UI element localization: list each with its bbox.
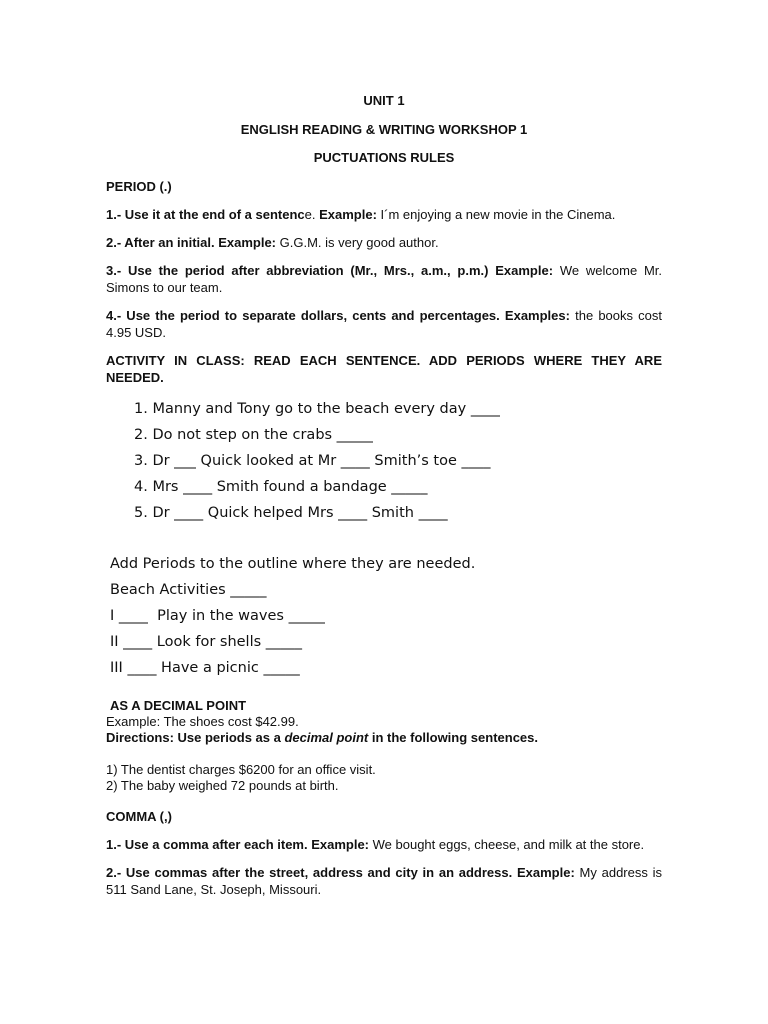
outline-item: II ____ Look for shells _____ xyxy=(110,634,303,650)
directions-text: in the following sentences. xyxy=(368,730,538,745)
rules-title: PUCTUATIONS RULES xyxy=(313,150,455,165)
comma-section xyxy=(106,808,662,898)
example-text: the books cost 4.95 USD. xyxy=(106,308,662,340)
example-label: Example: xyxy=(512,865,575,880)
example-text: My address is 511 Sand Lane, St. Joseph, Missouri. xyxy=(106,865,662,897)
directions-text: Directions: Use periods as a xyxy=(106,730,285,745)
rule-label: 4.- Use the period to separate dollars, cents and percentages. xyxy=(106,308,500,323)
example-label: Examples: xyxy=(499,308,570,323)
period-rule-2 xyxy=(106,234,662,251)
comma-heading: COMMA (,) xyxy=(106,809,172,824)
exercise-line: 5. Dr ____ Quick helped Mrs ____ Smith ____ xyxy=(134,505,448,521)
worksheet xyxy=(106,92,662,397)
rule-label: 1.- Use it at the end of a sentenc xyxy=(106,207,305,222)
decimal-item: 2) The baby weighed 72 pounds at birth. xyxy=(106,778,339,793)
exercise-line: 3. Dr ___ Quick looked at Mr ____ Smith’s toe ____ xyxy=(134,453,491,469)
example-label: Example: xyxy=(307,837,370,852)
period-rule-4 xyxy=(106,307,662,341)
decimal-item: 1) The dentist charges $6200 for an office visit. xyxy=(106,762,376,777)
decimal-heading: AS A DECIMAL POINT xyxy=(110,698,247,713)
rule-label: 2.- Use commas after the street, address and city in an address. xyxy=(106,865,513,880)
example-text: We bought eggs, cheese, and milk at the store. xyxy=(369,837,645,852)
example-text: G.G.M. is very good author. xyxy=(276,235,439,250)
example-text: We welcome Mr. Simons to our team. xyxy=(106,263,663,295)
rule-label: 2.- After an initial. xyxy=(106,235,215,250)
unit-title: UNIT 1 xyxy=(363,93,405,108)
period-heading: PERIOD (.) xyxy=(106,179,172,194)
exercise-line: 2. Do not step on the crabs _____ xyxy=(134,427,373,443)
directions-emphasis: decimal point xyxy=(284,730,369,745)
exercise-line: 1. Manny and Tony go to the beach every day ____ xyxy=(134,401,500,417)
period-rule-3 xyxy=(106,262,662,296)
period-rule-1 xyxy=(106,206,662,223)
decimal-example: Example: The shoes cost $42.99. xyxy=(106,714,299,729)
rule-label-tail: e. xyxy=(304,207,316,222)
comma-rule-2 xyxy=(106,864,662,898)
example-text: I´m enjoying a new movie in the Cinema. xyxy=(376,207,616,222)
example-label: Example: xyxy=(214,235,277,250)
exercise-line: 4. Mrs ____ Smith found a bandage _____ xyxy=(134,479,428,495)
decimal-section xyxy=(106,698,662,794)
outline-item: Beach Activities _____ xyxy=(110,582,267,598)
outline-instruction: Add Periods to the outline where they are needed. xyxy=(110,556,476,572)
activity-instruction: ACTIVITY IN CLASS: READ EACH SENTENCE. ADD PERIODS WHERE THEY ARE NEEDED. xyxy=(106,353,662,385)
workshop-title: ENGLISH READING & WRITING WORKSHOP 1 xyxy=(240,122,528,137)
rule-label: 1.- Use a comma after each item. xyxy=(106,837,308,852)
example-label: Example: xyxy=(315,207,377,222)
outline-item: III ____ Have a picnic _____ xyxy=(110,660,300,676)
rule-label: 3.- Use the period after abbreviation (Mr., Mrs., a.m., p.m.) xyxy=(106,263,489,278)
outline-item: I ____ Play in the waves _____ xyxy=(110,608,325,624)
decimal-directions xyxy=(106,730,662,746)
example-label: Example: xyxy=(488,263,554,278)
comma-rule-1 xyxy=(106,836,662,853)
